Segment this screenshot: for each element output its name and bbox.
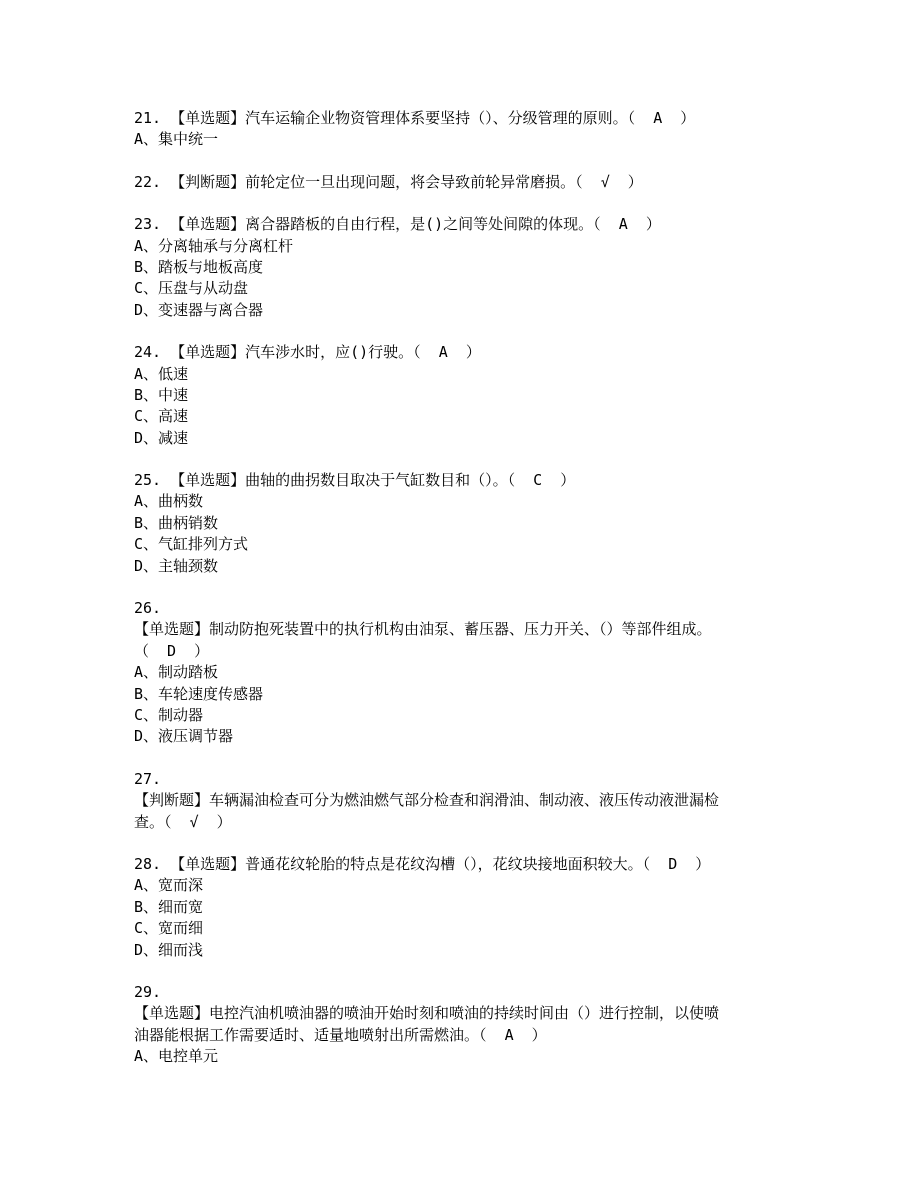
question-block [134,598,794,748]
question-line: 【单选题】电控汽油机喷油器的喷油开始时刻和喷油的持续时间由（）进行控制，以使喷 [134,1004,720,1023]
question-block [134,108,794,151]
question-text: 25. 【单选题】曲轴的曲拐数目取决于气缸数目和（）。（ C ） [134,471,576,490]
question-text: 22. 【判断题】前轮定位一旦出现问题，将会导致前轮异常磨损。（ √ ） [134,172,643,191]
question-text: 21. 【单选题】汽车运输企业物资管理体系要坚持（）、分级管理的原则。（ A ） [134,109,696,127]
question-block [134,214,794,321]
question-line: 【单选题】制动防抱死装置中的执行机构由油泵、蓄压器、压力开关、（）等部件组成。 [134,620,712,639]
question-line: D、液压调节器 [134,727,234,746]
question-text: 27. [134,769,162,788]
question-text: 26. [134,599,162,618]
question-line: D、主轴颈数 [134,556,219,575]
question-line: 查。（ √ ） [134,812,232,831]
question-block [134,982,794,1068]
question-line: 油器能根据工作需要适时、适量地喷射出所需燃油。（ A ） [134,1025,547,1044]
question-line: A、宽而深 [134,876,204,895]
question-line: A、曲柄数 [134,492,204,511]
question-line: C、压盘与从动盘 [134,279,249,298]
question-line: D、变速器与离合器 [134,300,264,319]
question-line: 【判断题】车辆漏油检查可分为燃油燃气部分检查和润滑油、制动液、液压传动液泄漏检 [134,791,720,810]
question-block [134,769,794,833]
question-text: 28. 【单选题】普通花纹轮胎的特点是花纹沟槽（），花纹块接地面积较大。（ D ） [134,854,711,873]
question-line: B、曲柄销数 [134,513,219,532]
question-line: A、分离轴承与分离杠杆 [134,236,294,255]
question-block [134,342,794,449]
question-block [134,854,794,961]
question-line: B、车轮速度传感器 [134,684,264,703]
question-block [134,470,794,577]
question-block [134,172,794,193]
question-text: 24. 【单选题】汽车涉水时，应()行驶。（ A ） [134,343,481,362]
question-line: C、高速 [134,407,189,426]
question-line: A、低速 [134,364,189,383]
question-line: C、制动器 [134,705,204,724]
question-line: B、中速 [134,385,189,404]
question-line: （ D ） [134,641,210,660]
question-line: A、电控单元 [134,1047,219,1066]
question-line: B、细而宽 [134,897,204,916]
question-line: D、减速 [134,428,189,447]
question-text: 23. 【单选题】离合器踏板的自由行程，是()之间等处间隙的体现。（ A ） [134,215,661,234]
question-line: C、宽而细 [134,919,204,938]
question-line: C、气缸排列方式 [134,535,249,554]
question-text: 29. [134,982,162,1001]
question-line: A、制动踏板 [134,663,219,682]
question-line: B、踏板与地板高度 [134,257,264,276]
question-line: A、集中统一 [134,130,219,149]
question-line: D、细而浅 [134,940,204,959]
document-body [134,108,794,1088]
